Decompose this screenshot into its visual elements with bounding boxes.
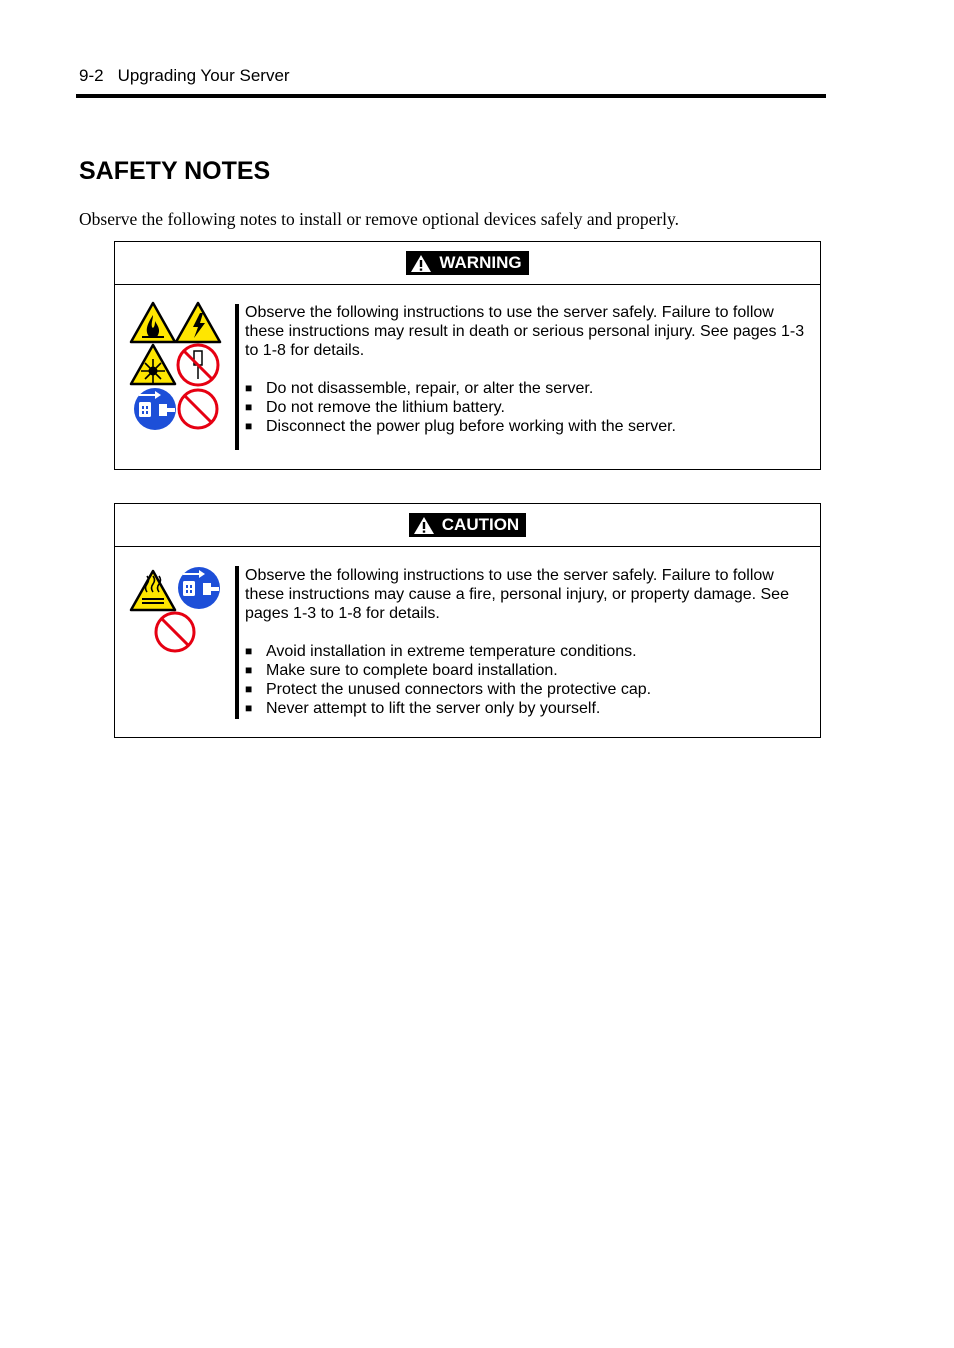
- bullet: ■: [245, 682, 253, 696]
- list-item: ■ Protect the unused connectors with the protective cap.: [245, 681, 652, 698]
- page-header: [79, 66, 290, 86]
- list-item: ■ Do not disassemble, repair, or alter the server.: [245, 380, 594, 397]
- caution-box: [114, 503, 821, 738]
- caution-icons: [115, 547, 235, 667]
- warning-content: [245, 303, 817, 436]
- chapter-title: Upgrading Your Server: [117, 66, 290, 85]
- warning-badge: [406, 251, 528, 275]
- list-item: ■ Disconnect the power plug before working with the server.: [245, 418, 676, 435]
- bullet: ■: [245, 701, 253, 715]
- prohibited-icon: [156, 613, 194, 651]
- caution-text: Observe the following instructions to use the server safely. Failure to follow these instructions may cause a fire, personal injury, or property damage. See pages 1-3 to 1-8 for details.: [245, 567, 789, 622]
- alert-triangle-icon: [410, 254, 432, 273]
- warning-icons: [115, 285, 235, 435]
- caution-label: CAUTION: [441, 515, 520, 534]
- bullet: ■: [245, 381, 253, 395]
- bullet: ■: [245, 663, 253, 677]
- laser-hazard-icon: [131, 345, 175, 384]
- warning-body: [115, 285, 820, 469]
- warning-list: [245, 379, 817, 436]
- electric-shock-hazard-icon: [176, 303, 220, 342]
- unplug-icon: [178, 567, 220, 609]
- bullet: ■: [245, 419, 253, 433]
- caution-content: [245, 566, 817, 718]
- page-title: SAFETY NOTES: [79, 157, 271, 185]
- no-disassembly-icon: [178, 345, 218, 385]
- header-rule: [76, 94, 826, 98]
- bullet: ■: [245, 400, 253, 414]
- unplug-icon: [134, 388, 176, 430]
- warning-label: WARNING: [439, 253, 522, 272]
- list-item: ■ Do not remove the lithium battery.: [245, 399, 505, 416]
- alert-triangle-icon: [413, 516, 435, 535]
- bullet: ■: [245, 644, 253, 658]
- caution-header: [115, 504, 820, 547]
- caution-rule: [235, 566, 239, 719]
- fire-hazard-icon: [131, 303, 175, 342]
- list-item: ■ Never attempt to lift the server only by yourself.: [245, 700, 601, 717]
- caution-body: [115, 547, 820, 737]
- hot-surface-icon: [131, 571, 175, 610]
- prohibited-icon: [179, 390, 217, 428]
- list-item: ■ Avoid installation in extreme temperature conditions.: [245, 643, 637, 660]
- list-item: ■ Make sure to complete board installation.: [245, 662, 558, 679]
- warning-text: Observe the following instructions to use the server safely. Failure to follow these instructions may result in death or serious personal injury. See pages 1-3 to 1-8 for details.: [245, 304, 805, 359]
- caution-list: [245, 642, 817, 718]
- warning-rule: [235, 304, 239, 450]
- warning-header: [115, 242, 820, 285]
- intro-text: Observe the following notes to install or remove optional devices safely and properly.: [79, 209, 680, 229]
- page-number: 9-2: [79, 66, 104, 85]
- caution-badge: [409, 513, 526, 537]
- warning-box: [114, 241, 821, 470]
